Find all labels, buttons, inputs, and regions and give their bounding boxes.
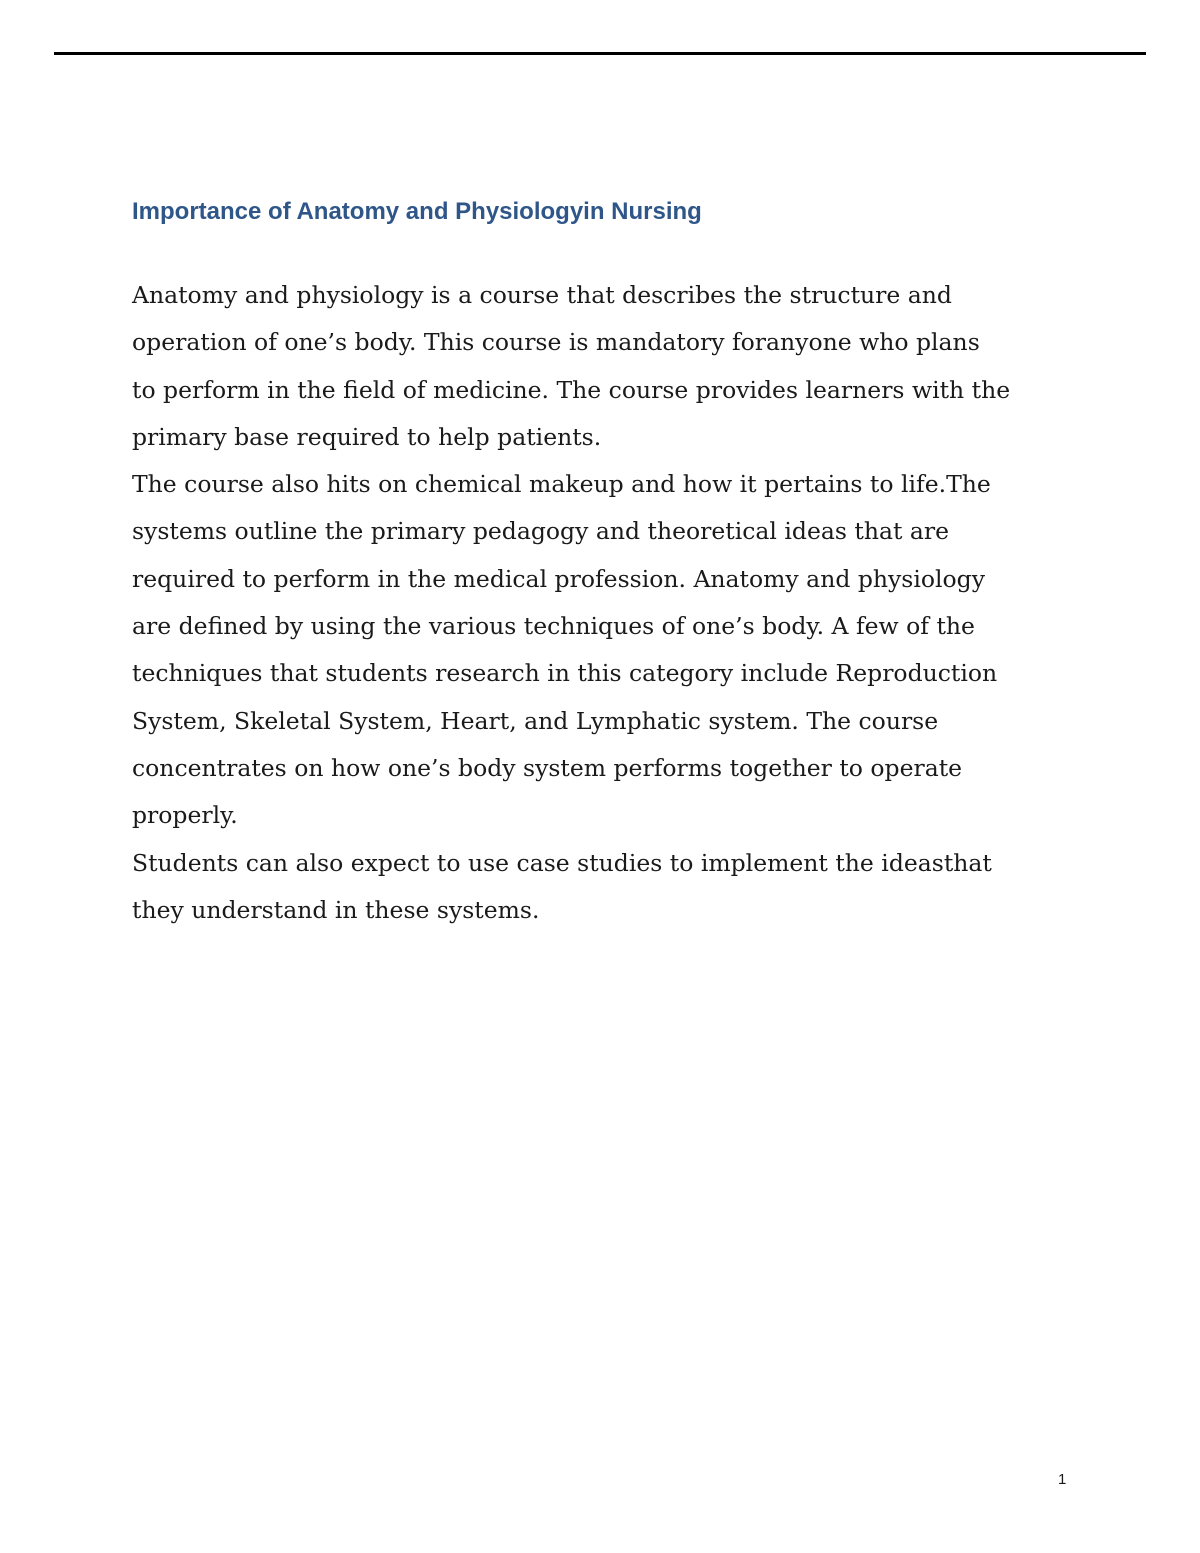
body-line: properly. xyxy=(132,801,238,830)
body-line: The course also hits on chemical makeup and how it pertains to life.The xyxy=(132,470,991,499)
body-line: System, Skeletal System, Heart, and Lymphatic system. The course xyxy=(132,706,939,735)
body-line: are defined by using the various techniques of one’s body. A few of the xyxy=(132,612,975,641)
document-heading: Importance of Anatomy and Physiologyin Nursing xyxy=(132,198,702,225)
body-line: systems outline the primary pedagogy and theoretical ideas that are xyxy=(132,517,950,546)
body-line: techniques that students research in this category include Reproduction xyxy=(132,659,998,688)
body-line: they understand in these systems. xyxy=(132,895,540,924)
body-line: to perform in the field of medicine. The course provides learners with the xyxy=(132,375,1011,404)
body-line: Anatomy and physiology is a course that describes the structure and xyxy=(132,281,952,309)
header-rule xyxy=(54,52,1146,55)
document-body xyxy=(132,272,1082,934)
body-line: primary base required to help patients. xyxy=(132,422,602,451)
body-line: operation of one’s body. This course is mandatory foranyone who plans xyxy=(132,328,980,357)
page-number: 1 xyxy=(1058,1471,1067,1488)
body-line: concentrates on how one’s body system performs together to operate xyxy=(132,753,963,782)
body-line: required to perform in the medical profession. Anatomy and physiology xyxy=(132,564,985,593)
body-line: Students can also expect to use case studies to implement the ideasthat xyxy=(132,848,992,877)
